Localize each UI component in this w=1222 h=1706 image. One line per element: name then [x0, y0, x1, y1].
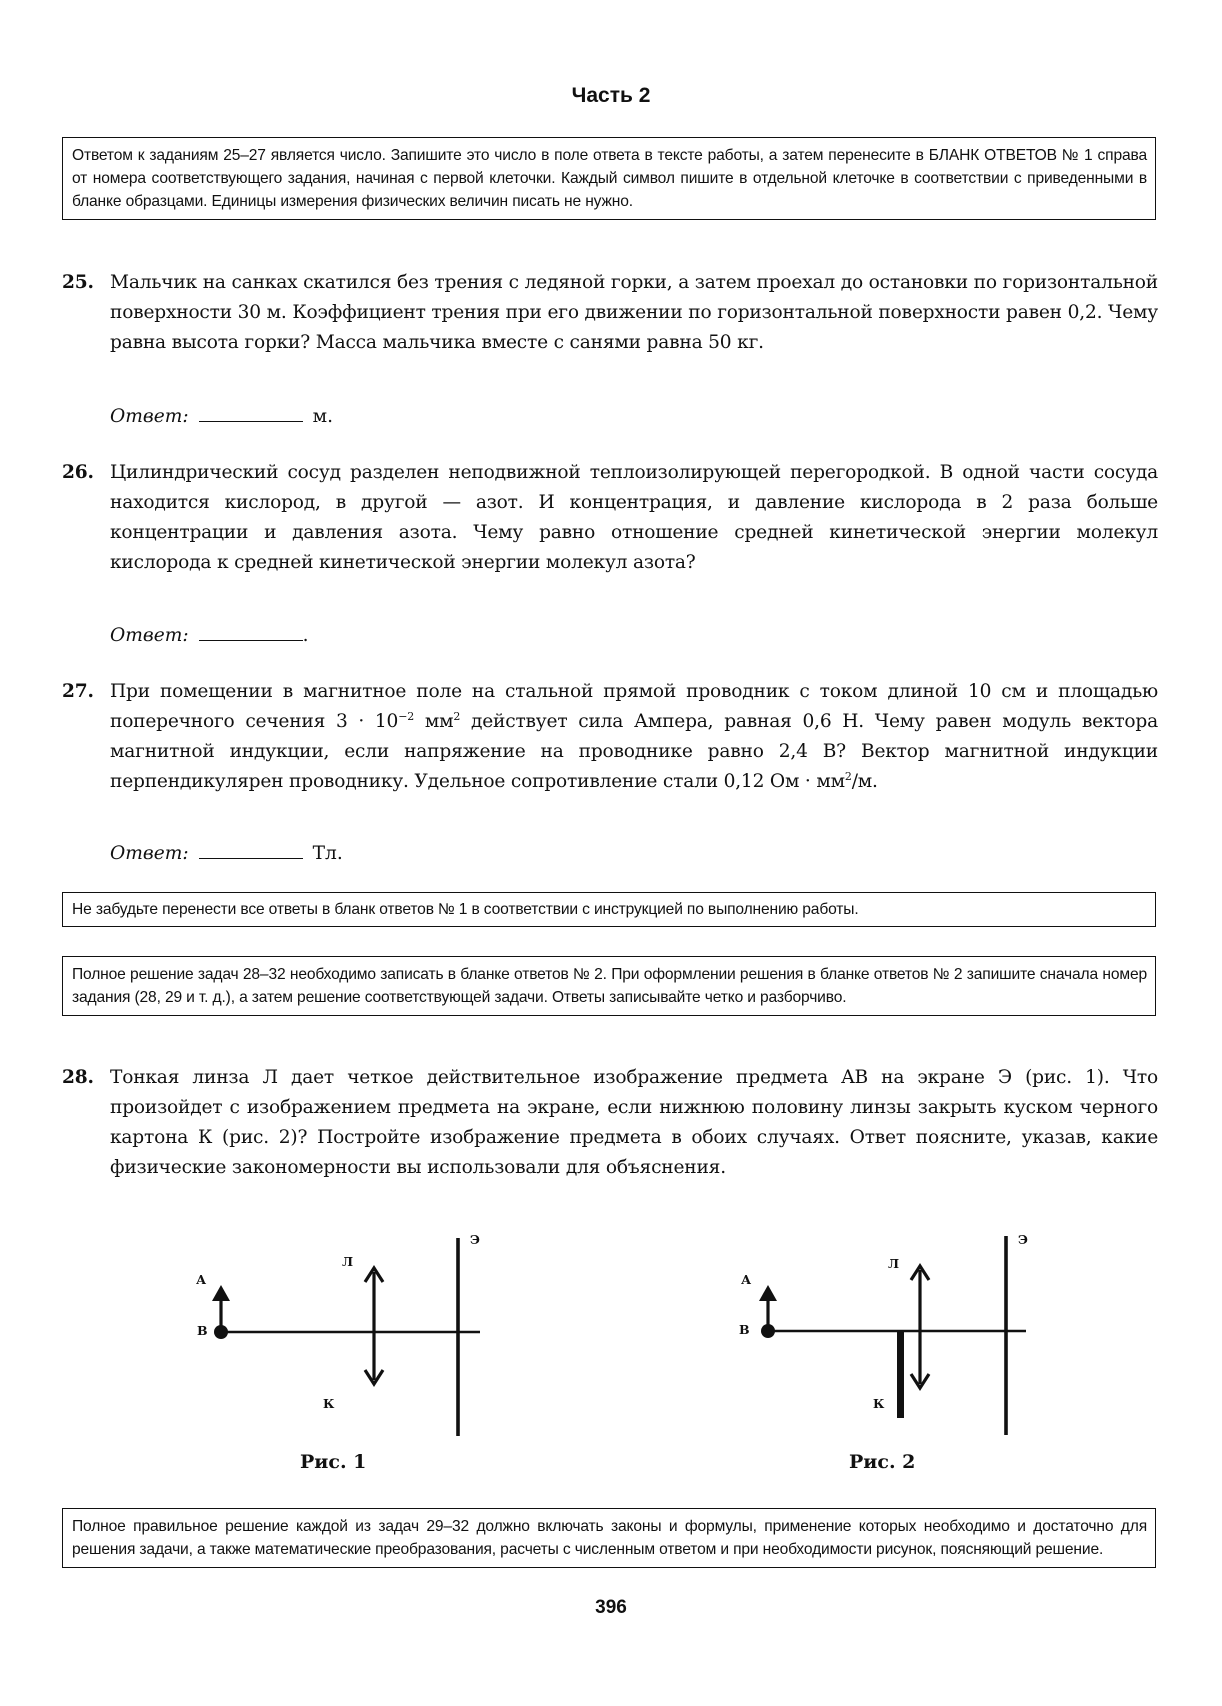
- label-cardboard: К: [323, 1396, 335, 1411]
- task-number: 27.: [62, 681, 94, 702]
- label-b: В: [197, 1323, 208, 1338]
- task-26: [62, 458, 1158, 578]
- answer-label: Ответ:: [110, 843, 189, 864]
- task-28: [62, 1063, 1158, 1183]
- figure-2-caption: Рис. 2: [849, 1451, 916, 1473]
- task-number: 28.: [62, 1067, 94, 1088]
- task-text: Тонкая линза Л дает четкое действительное изображение предмета AB на экране Э (рис. 1). Что произойдет с изображением предмета на экране, если нижнюю половину линзы закрыть куском черного картона К (рис. 2)? Постройте изображение предмета в обоих случаях. Ответ поясните, указав, какие физические закономерности вы использовали для объяснения.: [110, 1067, 1158, 1178]
- task-text-part: мм: [414, 711, 454, 732]
- task-text-part: действует сила Ампера, равная 0,6 Н. Чему равен модуль вектора магнитной индукции, если напряжение на проводнике равно 2,4 В? Вектор магнитной индукции перпендикулярен проводнику. Удельное сопротивление стали 0,12 Ом · мм: [110, 711, 1158, 792]
- task-text: [110, 677, 1158, 797]
- answer-line-26: [110, 622, 309, 646]
- task-text-part: /м.: [851, 771, 878, 792]
- label-screen: Э: [1018, 1232, 1028, 1247]
- figure-1-caption: Рис. 1: [300, 1451, 367, 1473]
- answer-unit: .: [302, 625, 309, 646]
- answer-line-25: [110, 403, 333, 427]
- label-b: В: [739, 1322, 750, 1337]
- instructions-box-29-32: Полное правильное решение каждой из задач 29–32 должно включать законы и формулы, применение которых необходимо и достаточно для решения задачи, а также математические преобразования, расчеты с численным ответом и при необходимости рисунок, поясняющий решение.: [62, 1508, 1156, 1568]
- part-title: Часть 2: [571, 84, 651, 107]
- answer-blank-26[interactable]: [199, 622, 303, 641]
- instructions-box-25-27: Ответом к заданиям 25–27 является число. Запишите это число в поле ответа в тексте работы, а затем перенесите в БЛАНК ОТВЕТОВ № 1 справа от номера соответствующего задания, начиная с первой клеточки. Каждый символ пишите в отдельной клеточке в соответствии с приведенными в бланке образцами. Единицы измерения физических величин писать не нужно.: [62, 137, 1156, 220]
- label-a: А: [196, 1272, 207, 1287]
- answer-blank-27[interactable]: [199, 840, 303, 859]
- answer-unit: м.: [312, 406, 333, 427]
- task-text: Цилиндрический сосуд разделен неподвижной теплоизолирующей перегородкой. В одной части сосуда находится кислород, в другой — азот. И концентрация, и давление кислорода в 2 раза больше концентрации и давления азота. Чему равно отношение средней кинетической энергии молекул кислорода к средней кинетической энергии молекул азота?: [110, 462, 1158, 573]
- answer-label: Ответ:: [110, 406, 189, 427]
- cardboard-shape: [897, 1332, 904, 1418]
- figure-1: [170, 1220, 510, 1480]
- task-text: Мальчик на санках скатился без трения с ледяной горки, а затем проехал до остановки по горизонтальной поверхности 30 м. Коэффициент трения при его движении по горизонтальной поверхности равен 0,2. Чему равна высота горки? Масса мальчика вместе с санями равна 50 кг.: [110, 272, 1158, 353]
- answer-unit: Тл.: [312, 843, 343, 864]
- label-screen: Э: [470, 1232, 480, 1247]
- page-number: 396: [595, 1597, 627, 1618]
- task-number: 25.: [62, 272, 94, 293]
- task-number: 26.: [62, 462, 94, 483]
- lens-diagram-1: [170, 1220, 510, 1480]
- task-text-part: При помещении в магнитное поле на стальной прямой проводник с током длиной 10 см и площадью поперечного сечения 3 · 10: [110, 681, 1158, 732]
- instructions-box-28-32: Полное решение задач 28–32 необходимо записать в бланке ответов № 2. При оформлении решения в бланке ответов № 2 запишите сначала номер задания (28, 29 и т. д.), а затем решение соответствующей задачи. Ответы записывайте четко и разборчиво.: [62, 956, 1156, 1016]
- exponent: 2: [844, 769, 852, 783]
- reminder-transfer-box: Не забудьте перенести все ответы в бланк ответов № 1 в соответствии с инструкцией по выполнению работы.: [62, 892, 1156, 927]
- answer-label: Ответ:: [110, 625, 189, 646]
- exponent: 2: [453, 709, 461, 723]
- answer-blank-25[interactable]: [199, 403, 303, 422]
- answer-line-27: [110, 840, 343, 864]
- label-a: А: [741, 1272, 752, 1287]
- label-lens: Л: [888, 1256, 900, 1271]
- label-lens: Л: [342, 1254, 354, 1269]
- lens-diagram-2: [710, 1220, 1050, 1480]
- task-25: [62, 268, 1158, 358]
- figure-2: [710, 1220, 1050, 1480]
- exponent: −2: [398, 709, 415, 723]
- label-cardboard: К: [873, 1396, 885, 1411]
- task-27: [62, 677, 1158, 797]
